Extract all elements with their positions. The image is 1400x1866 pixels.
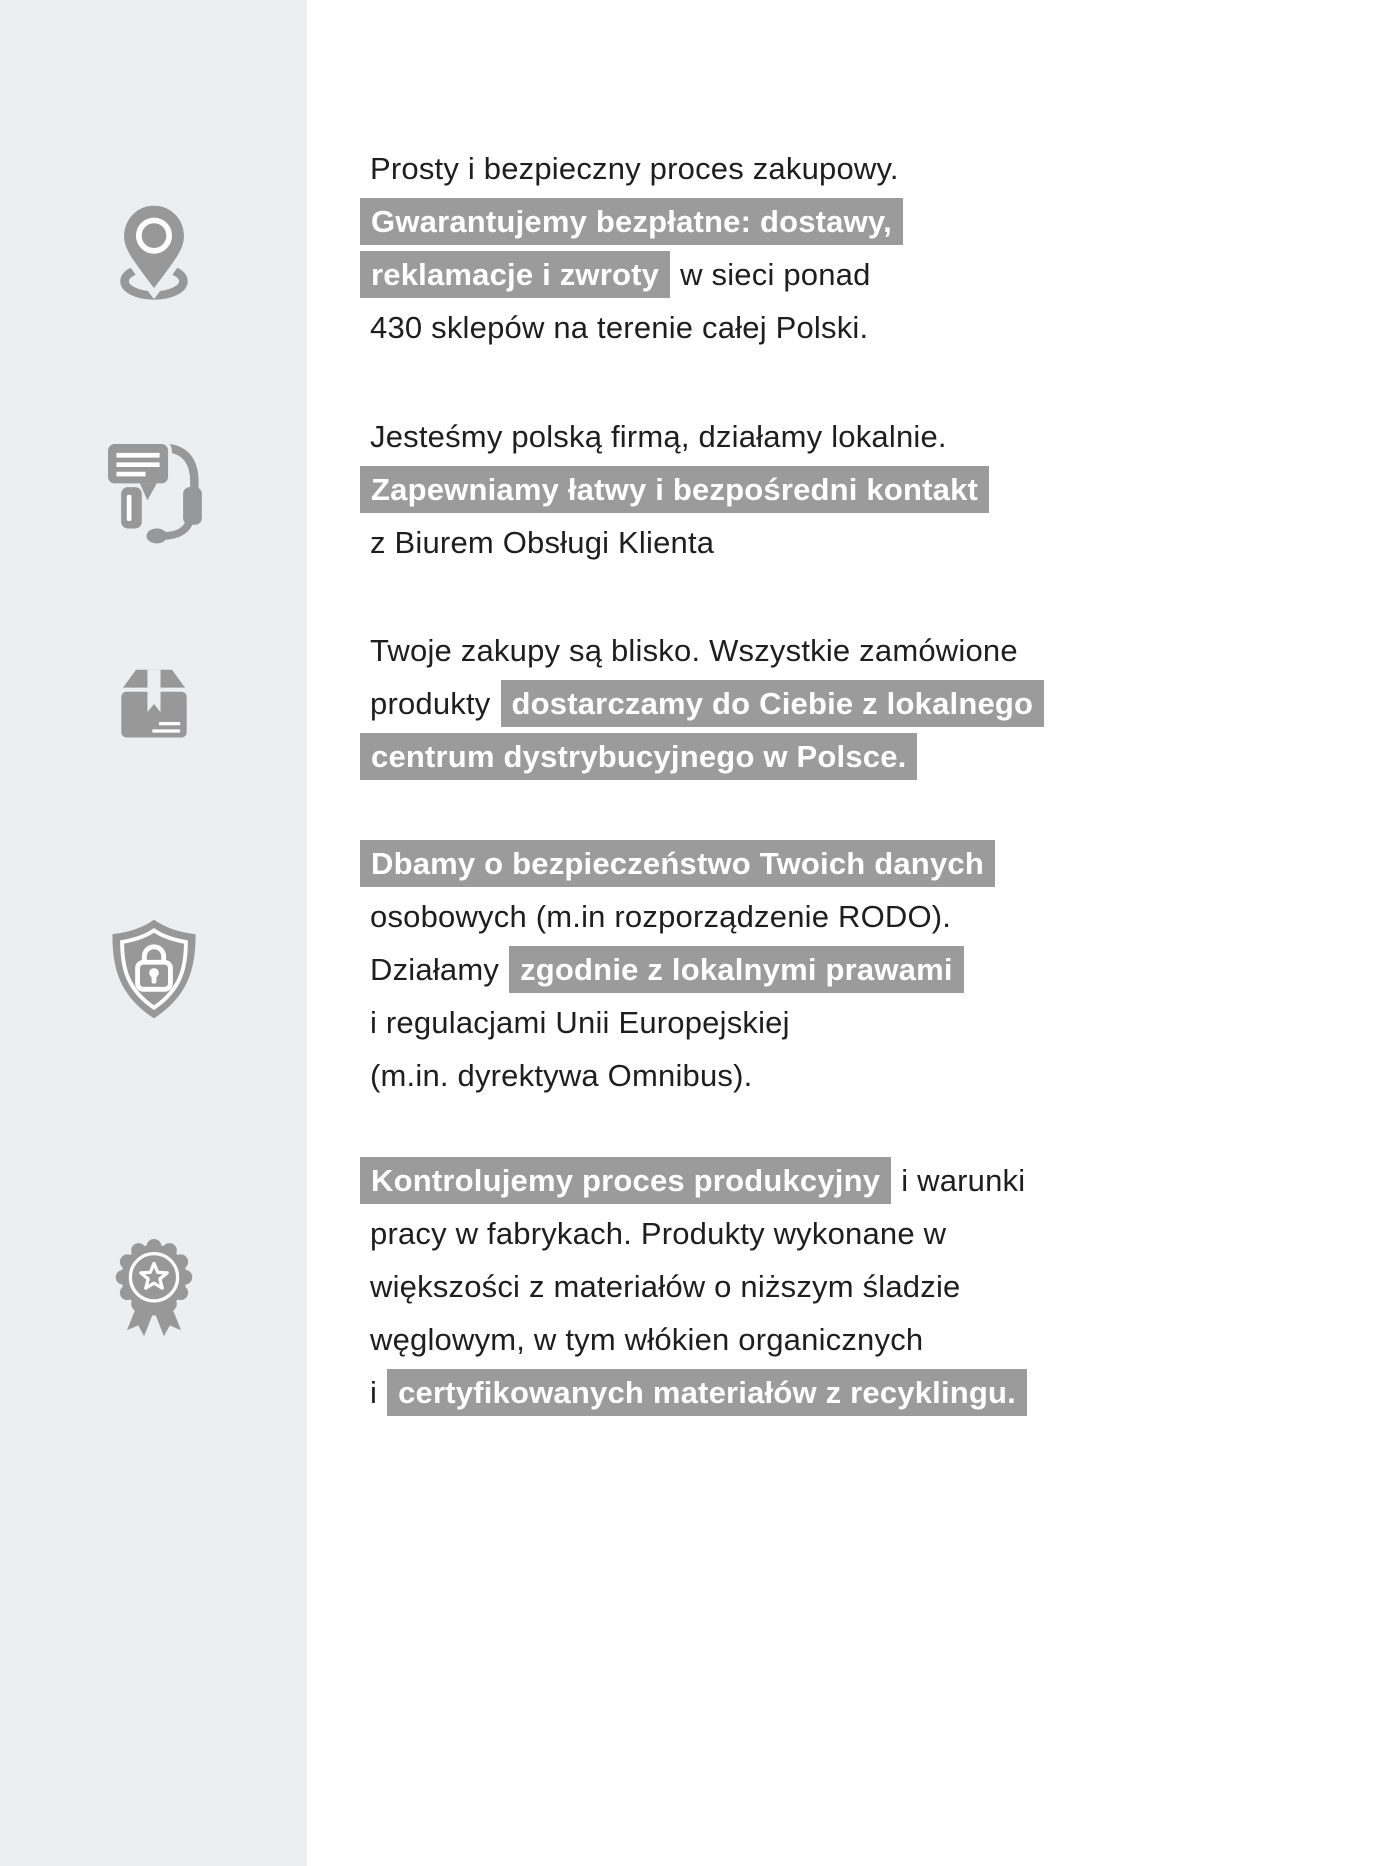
icon-cell	[0, 410, 307, 569]
text-line	[360, 195, 909, 248]
body-text: Prosty i bezpieczny proces zakupowy.	[370, 150, 899, 186]
award-ribbon-icon	[101, 1230, 207, 1344]
body-text: w sieci ponad	[680, 256, 871, 292]
body-text: i regulacjami Unii Europejskiej	[370, 1004, 790, 1040]
highlighted-text: Kontrolujemy proces produkcyjny	[360, 1157, 891, 1204]
highlighted-text: dostarczamy do Ciebie z lokalnego	[501, 680, 1045, 727]
section-local-distribution	[0, 624, 1400, 783]
text-line	[360, 248, 909, 301]
body-text: (m.in. dyrektywa Omnibus).	[370, 1057, 753, 1093]
section-text	[360, 837, 995, 1102]
text-line	[360, 1207, 1035, 1260]
highlighted-text: centrum dystrybucyjnego w Polsce.	[360, 733, 917, 780]
body-text: węglowym, w tym włókien organicznych	[370, 1321, 924, 1357]
text-line	[360, 516, 989, 569]
text-line	[360, 301, 909, 354]
highlighted-text: Gwarantujemy bezpłatne: dostawy,	[360, 198, 903, 245]
text-line	[360, 624, 1044, 677]
body-text: większości z materiałów o niższym śladzie	[370, 1268, 961, 1304]
text-line	[360, 890, 995, 943]
body-text: z Biurem Obsługi Klienta	[370, 524, 715, 560]
icon-cell	[0, 1154, 307, 1419]
body-text: i warunki	[901, 1162, 1026, 1198]
section-data-security	[0, 837, 1400, 1102]
text-line	[360, 677, 1044, 730]
text-line	[360, 943, 995, 996]
highlighted-text: certyfikowanych materiałów z recyklingu.	[387, 1369, 1027, 1416]
body-text: produkty	[370, 685, 491, 721]
text-line	[360, 1260, 1035, 1313]
icon-cell	[0, 837, 307, 1102]
text-line	[360, 996, 995, 1049]
body-text: osobowych (m.in rozporządzenie RODO).	[370, 898, 952, 934]
body-text: Jesteśmy polską firmą, działamy lokalnie.	[370, 418, 947, 454]
body-text: Twoje zakupy są blisko. Wszystkie zamówione	[370, 632, 1018, 668]
text-line	[360, 1154, 1035, 1207]
text-line	[360, 1049, 995, 1102]
text-line	[360, 463, 989, 516]
text-line	[360, 410, 989, 463]
section-text	[360, 624, 1044, 783]
section-text	[360, 1154, 1035, 1419]
highlighted-text: zgodnie z lokalnymi prawami	[509, 946, 964, 993]
text-line	[360, 837, 995, 890]
highlighted-text: reklamacje i zwroty	[360, 251, 670, 298]
section-production-control	[0, 1154, 1400, 1419]
headset-chat-icon	[93, 429, 215, 551]
text-line	[360, 1313, 1035, 1366]
highlighted-text: Dbamy o bezpieczeństwo Twoich danych	[360, 840, 995, 887]
icon-cell	[0, 624, 307, 783]
section-free-delivery-returns	[0, 142, 1400, 354]
location-pin-icon	[97, 188, 211, 308]
section-text	[360, 142, 909, 354]
body-text: pracy w fabrykach. Produkty wykonane w	[370, 1215, 947, 1251]
text-line	[360, 730, 1044, 783]
text-line	[360, 142, 909, 195]
icon-cell	[0, 142, 307, 354]
body-text: i	[370, 1374, 378, 1410]
package-icon	[105, 655, 203, 753]
section-customer-service	[0, 410, 1400, 569]
section-text	[360, 410, 989, 569]
text-line	[360, 1366, 1035, 1419]
body-text: 430 sklepów na terenie całej Polski.	[370, 309, 869, 345]
highlighted-text: Zapewniamy łatwy i bezpośredni kontakt	[360, 466, 989, 513]
body-text: Działamy	[370, 951, 500, 987]
shield-lock-icon	[96, 910, 212, 1030]
